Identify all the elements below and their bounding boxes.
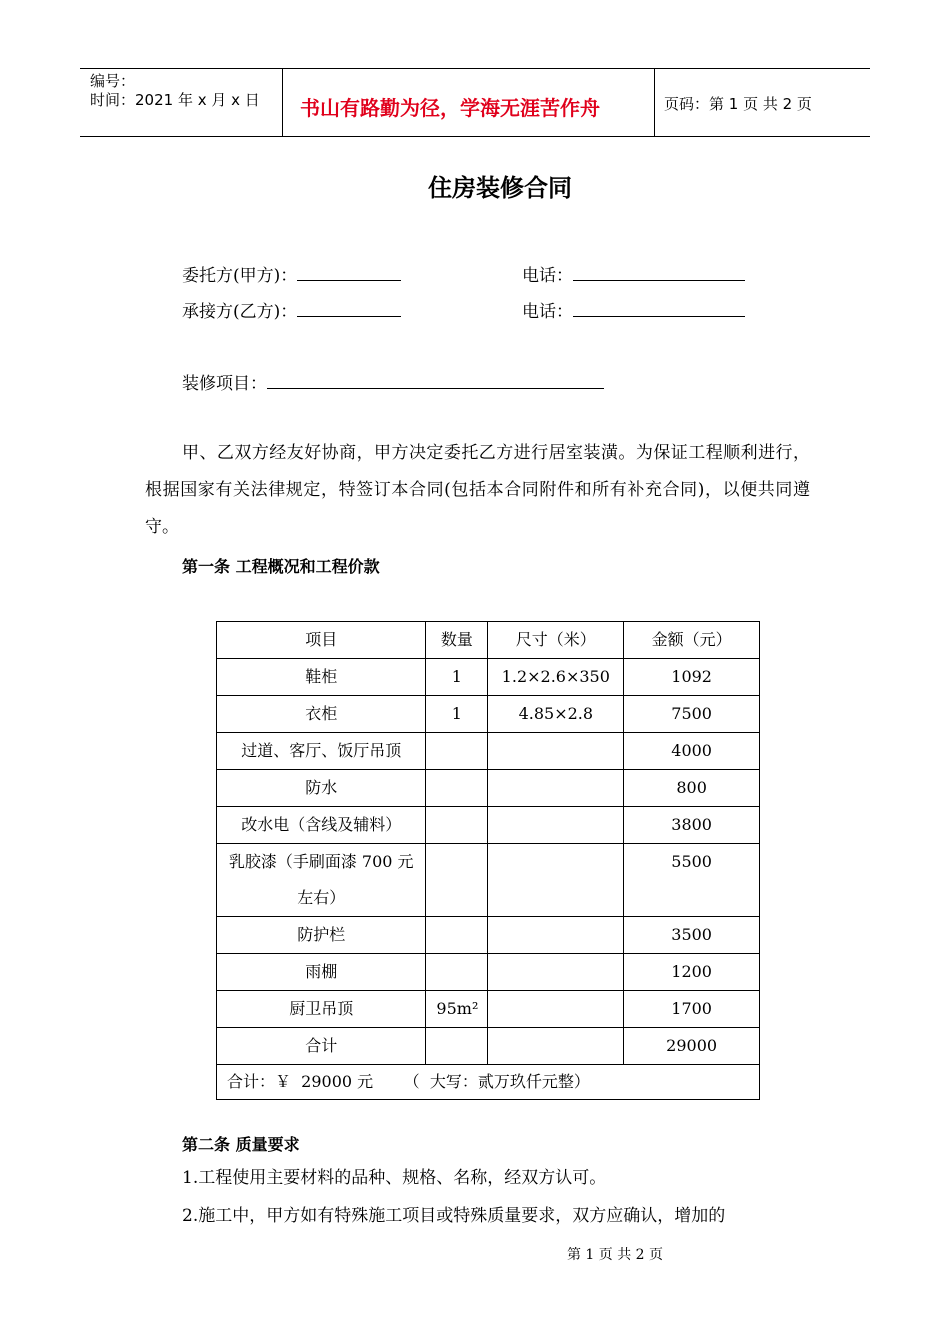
- table-row: [217, 917, 760, 954]
- client-phone-row: [522, 262, 745, 287]
- table-row: [217, 1028, 760, 1065]
- table-row: [217, 991, 760, 1028]
- row-qty: [426, 1028, 488, 1065]
- row-size: [488, 954, 624, 991]
- table-row: [217, 770, 760, 807]
- client-blank[interactable]: [297, 262, 401, 281]
- contractor-phone-row: [522, 298, 745, 323]
- row-size: 1.2×2.6×350: [488, 659, 624, 696]
- row-qty: [426, 807, 488, 844]
- row-item: 过道、客厅、饭厅吊顶: [217, 733, 426, 770]
- row-item: 合计: [217, 1028, 426, 1065]
- row-size: [488, 733, 624, 770]
- row-item: 防护栏: [217, 917, 426, 954]
- intro-paragraph: 甲、乙双方经友好协商，甲方决定委托乙方进行居室装潢。为保证工程顺利进行，根据国家有关法律规定，特签订本合同(包括本合同附件和所有补充合同)，以便共同遵守。: [145, 443, 810, 537]
- row-size: [488, 917, 624, 954]
- total-line: 合计：￥ 29000 元 （ 大写：贰万玖仟元整）: [217, 1065, 760, 1100]
- row-size: [488, 807, 624, 844]
- client-phone-label: 电话：: [522, 266, 573, 286]
- project-blank[interactable]: [267, 370, 604, 389]
- row-item: 鞋柜: [217, 659, 426, 696]
- header-bottom-rule: [80, 136, 870, 137]
- header-size: 尺寸（米）: [488, 622, 624, 659]
- client-label: 委托方(甲方)：: [182, 266, 298, 286]
- row-amount: 3800: [624, 807, 760, 844]
- client-phone-blank[interactable]: [573, 262, 745, 281]
- row-amount: 3500: [624, 917, 760, 954]
- row-item: 改水电（含线及辅料）: [217, 807, 426, 844]
- table-row: [217, 659, 760, 696]
- row-amount: 7500: [624, 696, 760, 733]
- page-footer: 第 1 页 共 2 页: [566, 1247, 664, 1263]
- row-qty: 1: [426, 659, 488, 696]
- row-item: 雨棚: [217, 954, 426, 991]
- row-size: [488, 1028, 624, 1065]
- row-qty: 1: [426, 696, 488, 733]
- row-amount: 1092: [624, 659, 760, 696]
- serial-label: 编号：: [90, 72, 136, 90]
- row-qty: [426, 770, 488, 807]
- cost-table: [216, 621, 760, 1100]
- row-amount: 800: [624, 770, 760, 807]
- row-qty: [426, 844, 488, 917]
- header-amount: 金额（元）: [624, 622, 760, 659]
- row-amount: 4000: [624, 733, 760, 770]
- row-item: 乳胶漆（手刷面漆 700 元左右）: [217, 844, 426, 917]
- row-amount: 1200: [624, 954, 760, 991]
- article1-heading: 第一条 工程概况和工程价款: [182, 557, 380, 576]
- time-label: 时间：2021 年 x 月 x 日: [90, 91, 260, 109]
- row-qty: 95m²: [426, 991, 488, 1028]
- project-label: 装修项目：: [182, 374, 267, 394]
- motto: 书山有路勤为径，学海无涯苦作舟: [300, 96, 600, 120]
- project-row: [182, 370, 604, 395]
- header-divider-right: [654, 68, 655, 136]
- table-row: [217, 807, 760, 844]
- row-qty: [426, 733, 488, 770]
- table-header-row: [217, 622, 760, 659]
- article2-line2: 2.施工中，甲方如有特殊施工项目或特殊质量要求，双方应确认，增加的: [182, 1206, 726, 1226]
- table-total-row: [217, 1065, 760, 1100]
- document-title: [0, 168, 950, 203]
- contractor-phone-blank[interactable]: [573, 298, 745, 317]
- header-divider-left: [282, 68, 283, 136]
- row-size: [488, 844, 624, 917]
- cost-table-body: [217, 622, 760, 1100]
- row-amount: 5500: [624, 844, 760, 917]
- contractor-phone-label: 电话：: [522, 302, 573, 322]
- contractor-label: 承接方(乙方)：: [182, 302, 298, 322]
- table-row: [217, 696, 760, 733]
- row-size: [488, 770, 624, 807]
- row-size: [488, 991, 624, 1028]
- row-item: 防水: [217, 770, 426, 807]
- header-qty: 数量: [426, 622, 488, 659]
- table-row: [217, 844, 760, 917]
- row-amount: 29000: [624, 1028, 760, 1065]
- document-title-text: 住房装修合同: [428, 173, 572, 202]
- row-size: 4.85×2.8: [488, 696, 624, 733]
- table-row: [217, 733, 760, 770]
- row-amount: 1700: [624, 991, 760, 1028]
- row-item: 衣柜: [217, 696, 426, 733]
- row-qty: [426, 954, 488, 991]
- contractor-blank[interactable]: [297, 298, 401, 317]
- table-row: [217, 954, 760, 991]
- header-item: 项目: [217, 622, 426, 659]
- row-item: 厨卫吊顶: [217, 991, 426, 1028]
- header-top-rule: [80, 68, 870, 69]
- client-row: [182, 262, 401, 287]
- article2-line1: 1.工程使用主要材料的品种、规格、名称，经双方认可。: [182, 1168, 607, 1188]
- row-qty: [426, 917, 488, 954]
- contractor-row: [182, 298, 401, 323]
- article2-heading: 第二条 质量要求: [182, 1135, 300, 1154]
- page-label: 页码：第 1 页 共 2 页: [664, 95, 812, 113]
